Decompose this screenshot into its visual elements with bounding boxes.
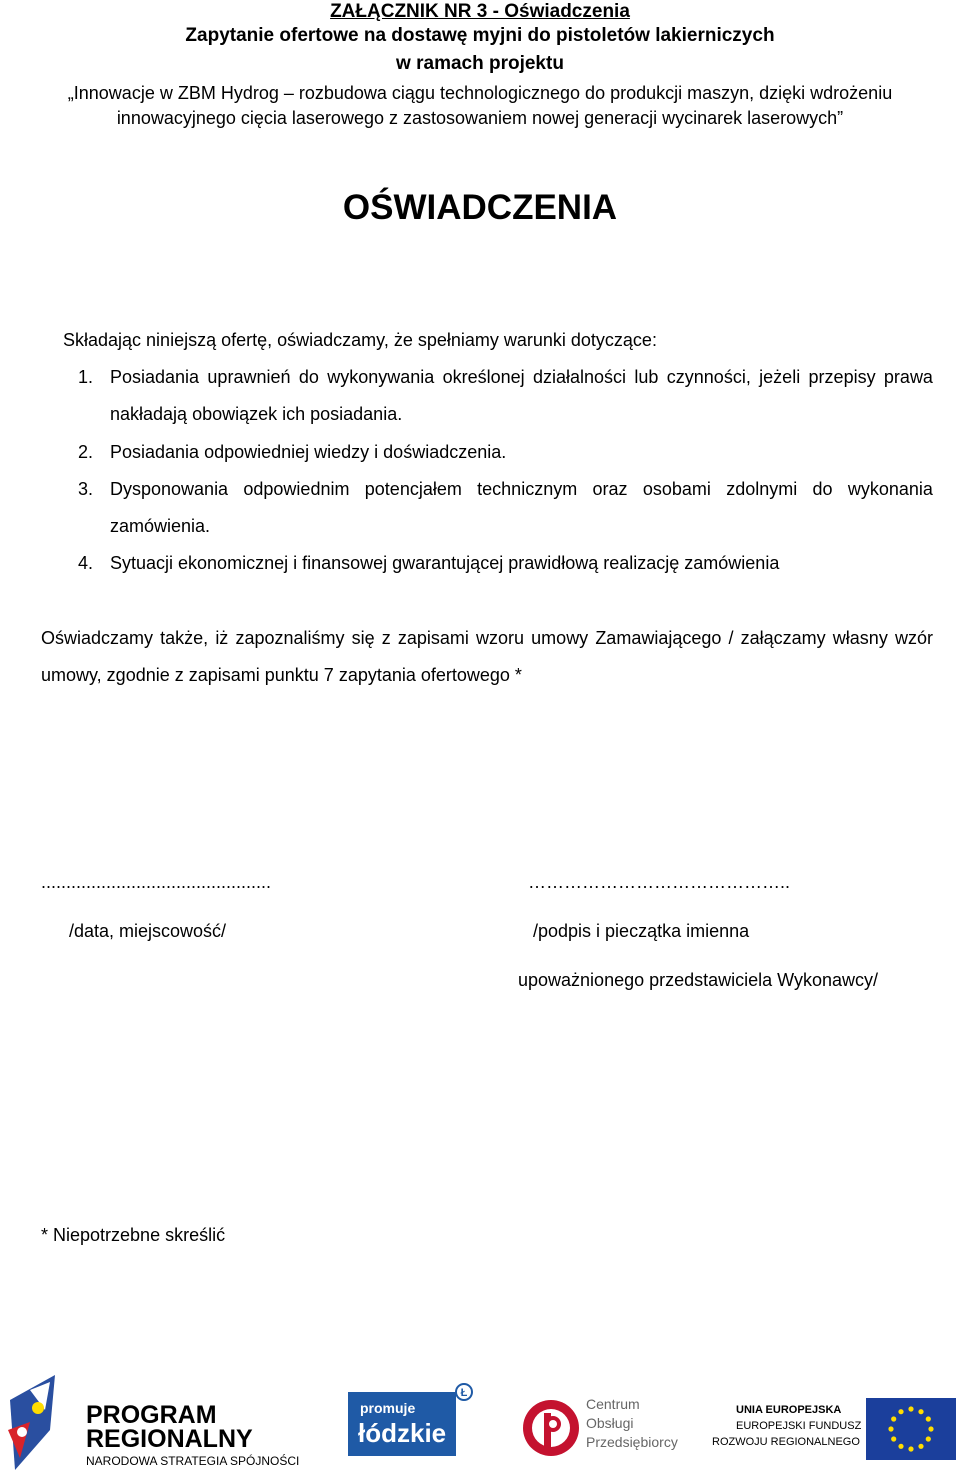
program-regionalny-emblem-icon — [0, 1370, 80, 1477]
intro-text: Składając niniejszą ofertę, oświadczamy, że spełniamy warunki dotyczące: — [63, 330, 657, 350]
promuje-text: promuje — [360, 1400, 416, 1416]
eu-text-3: ROZWOJU REGIONALNEGO — [712, 1436, 860, 1448]
signature-label-2: upoważnionego przedstawiciela Wykonawcy/ — [518, 970, 879, 990]
word: osobami — [642, 479, 711, 499]
word: czynności, — [666, 367, 751, 387]
strategy-text: NARODOWA STRATEGIA SPÓJNOŚCI — [86, 1454, 300, 1468]
condition-1-continuation: nakładają obowiązek ich posiadania. — [110, 404, 403, 424]
condition-4-number: 4. — [78, 553, 94, 573]
word: zapoznaliśmy — [235, 628, 345, 648]
word: prawa — [883, 367, 933, 387]
word: jeżeli — [759, 367, 801, 387]
centrum-text: Centrum — [586, 1396, 640, 1412]
word: oraz — [592, 479, 628, 499]
eu-text-2: EUROPEJSKI FUNDUSZ — [736, 1420, 862, 1432]
condition-3-continuation: zamówienia. — [110, 516, 211, 536]
footnote: * Niepotrzebne skreślić — [41, 1225, 226, 1245]
condition-2-text: Posiadania odpowiedniej wiedzy i doświadczenia. — [110, 442, 507, 462]
word: iż — [215, 628, 229, 648]
word: do — [298, 367, 319, 387]
word: Posiadania — [110, 367, 200, 387]
subject-line: Zapytanie ofertowe na dostawę myjni do pistoletów lakierniczych — [185, 25, 775, 46]
word: wzoru — [476, 628, 525, 648]
word: Zamawiającego — [595, 628, 722, 648]
obslugi-text: Obsługi — [586, 1415, 634, 1431]
project-name-line-1: „Innowacje w ZBM Hydrog – rozbudowa ciągu technologicznego do produkcji maszyn, dzięki wdrożeniu — [67, 83, 893, 103]
word: działalności — [533, 367, 627, 387]
lodzkie-text: łódzkie — [358, 1418, 447, 1448]
cop-emblem-icon — [520, 1388, 582, 1468]
word: potencjałem — [364, 479, 462, 499]
word: także, — [160, 628, 209, 648]
statement-line-2: umowy, zgodnie z zapisami punktu 7 zapytania ofertowego * — [41, 665, 522, 685]
date-place-dots: .............................................. — [41, 872, 272, 892]
word: się — [351, 628, 375, 648]
word: załączamy — [740, 628, 826, 648]
word: wykonania — [847, 479, 933, 499]
condition-2-number: 2. — [78, 442, 94, 462]
page-title: OŚWIADCZENIA — [342, 188, 618, 227]
word: do — [812, 479, 833, 499]
word: technicznym — [477, 479, 578, 499]
condition-3-number: 3. — [78, 479, 94, 499]
word: umowy — [531, 628, 589, 648]
word: określonej — [442, 367, 525, 387]
condition-4-text: Sytuacji ekonomicznej i finansowej gwarantującej prawidłową realizację zamówienia — [110, 553, 780, 573]
unia-europejska-logo — [712, 1370, 960, 1477]
word: zdolnymi — [726, 479, 798, 499]
word: odpowiednim — [243, 479, 350, 499]
promuje-lodzkie-logo — [348, 1370, 476, 1477]
program-regionalny-logo — [0, 1370, 310, 1477]
word: Oświadczamy — [41, 628, 154, 648]
word: z — [381, 628, 391, 648]
in-project-line: w ramach projektu — [396, 53, 564, 74]
condition-1-line — [110, 367, 933, 388]
regionalny-text: REGIONALNY — [86, 1425, 253, 1453]
word: wzór — [894, 628, 933, 648]
przedsiebiorcy-text: Przedsiębiorcy — [586, 1434, 678, 1450]
word: zapisami — [397, 628, 469, 648]
word: uprawnień — [207, 367, 291, 387]
signature-dots: …………………………………….. — [528, 872, 791, 892]
word: wykonywania — [327, 367, 435, 387]
centrum-obslugi-logo — [520, 1370, 680, 1477]
date-place-label: /data, miejscowość/ — [69, 921, 227, 941]
condition-3-line — [110, 479, 933, 500]
word: przepisy — [808, 367, 876, 387]
word: / — [728, 628, 734, 648]
signature-label-1: /podpis i pieczątka imienna — [533, 921, 750, 941]
lodz-l-icon — [454, 1382, 474, 1402]
project-name-line-2: innowacyjnego cięcia laserowego z zastosowaniem nowej generacji wycinarek laserowych” — [116, 108, 844, 128]
word: własny — [832, 628, 888, 648]
word: lub — [634, 367, 659, 387]
statement-line-1 — [41, 628, 933, 649]
program-text: PROGRAM — [86, 1401, 217, 1429]
attachment-title: ZAŁĄCZNIK NR 3 - Oświadczenia — [330, 1, 630, 22]
condition-1-number: 1. — [78, 367, 94, 387]
word: Dysponowania — [110, 479, 229, 499]
svg-text:Ł: Ł — [460, 1387, 468, 1399]
eu-text-1: UNIA EUROPEJSKA — [736, 1404, 842, 1416]
eu-flag-icon — [866, 1398, 956, 1460]
